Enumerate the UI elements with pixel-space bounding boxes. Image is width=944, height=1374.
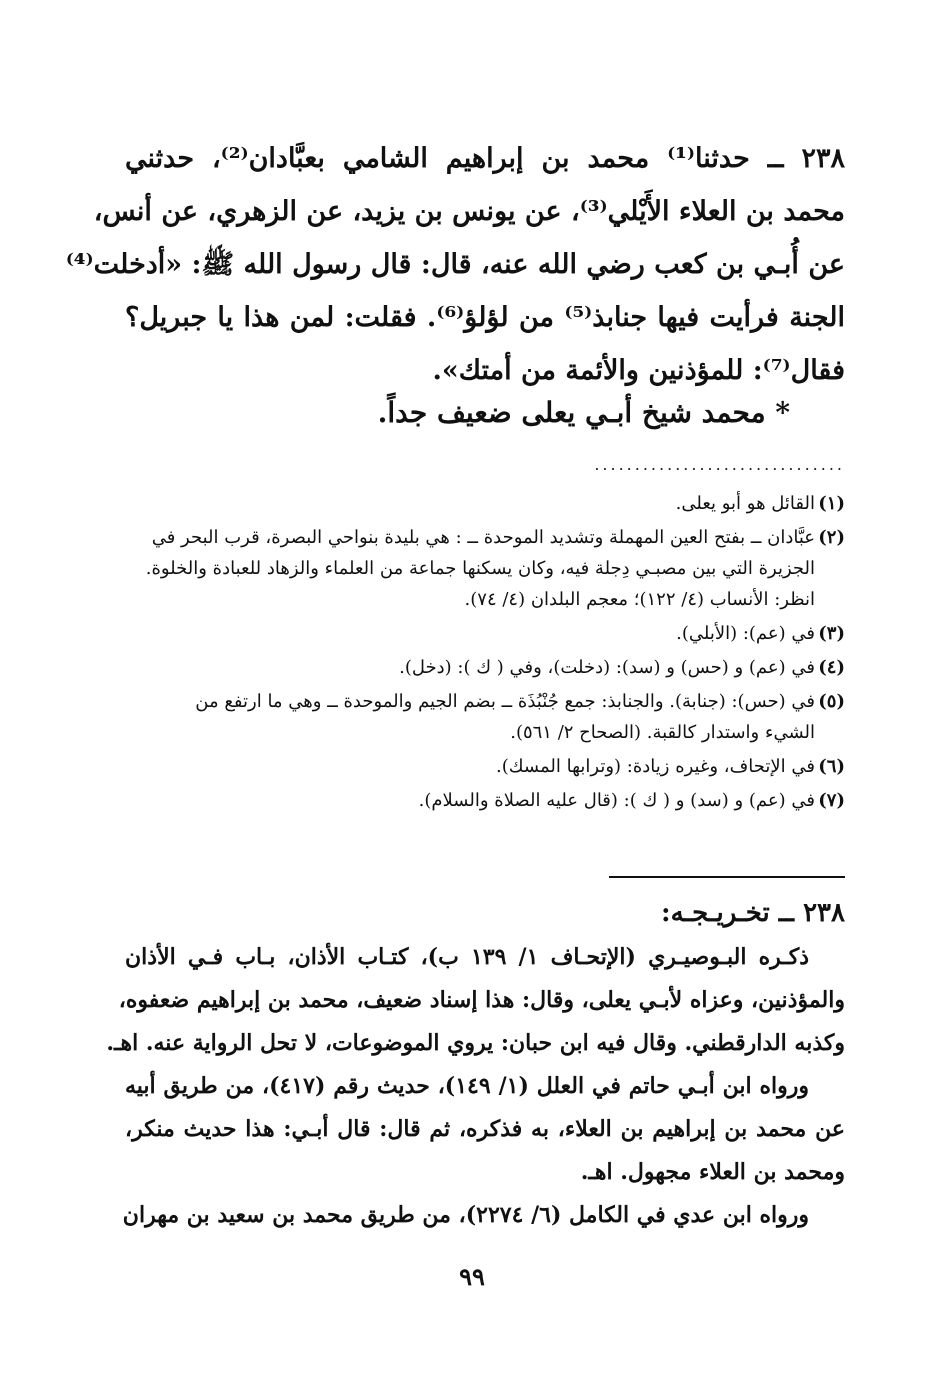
footnote-number: (٧) — [818, 790, 845, 811]
takhrij-line: والمؤذنين، وعزاه لأبـي يعلى، وقال: هذا إسناد ضعيف، محمد بن إبراهيم ضعفوه، — [118, 987, 845, 1013]
book-page — [65, 0, 845, 1374]
footnote-text: القائل هو أبو يعلى. — [675, 493, 815, 514]
page-number: ٩٩ — [459, 1262, 485, 1291]
takhrij-line: ورواه ابن عدي في الكامل (٦/ ٢٢٧٤)، من طريق محمد بن سعيد بن مهران — [122, 1202, 809, 1228]
footnote-number: (٦) — [818, 756, 845, 777]
hadith-line: عن أُبـي بن كعب رضي الله عنه، قال: قال رسول الله ﷺ: «أدخلت⁽⁴⁾ — [65, 249, 845, 280]
takhrij-line: عن محمد بن إبراهيم بن العلاء، به فذكره، ثم قال: قال أبـي: هذا حديث منكر، — [125, 1116, 845, 1142]
takhrij-section — [106, 890, 845, 1237]
footnote-number: (٥) — [818, 691, 845, 712]
takhrij-line: ومحمد بن العلاء مجهول. اهـ. — [580, 1159, 845, 1185]
footnote — [125, 618, 845, 649]
section-divider — [609, 876, 845, 878]
footnote-number: (٢) — [818, 527, 845, 548]
footnote-number: (٣) — [818, 623, 845, 644]
footnote-text: في (عم) و (حس) و (سد): (دخلت)، وفي ( ك ): (دخل). — [399, 657, 815, 678]
takhrij-line: ورواه ابن أبـي حاتم في العلل (١/ ١٤٩)، حديث رقم (٤١٧)، من طريق أبيه — [125, 1073, 809, 1099]
hadith-line: ٢٣٨ ــ حدثنا⁽¹⁾ محمد بن إبراهيم الشامي بعبَّادان⁽²⁾، حدثني — [125, 143, 845, 174]
footnote-text: الجزيرة التي بين مصبـي دِجلة فيه، وكان يسكنها جماعة من العلماء والزهاد للعبادة والخلوة. — [145, 558, 815, 579]
hadith-line: محمد بن العلاء الأَيْلي⁽³⁾، عن يونس بن يزيد، عن الزهري، عن أنس، — [93, 196, 845, 227]
footnote-text: في (عم) و (سد) و ( ك ): (قال عليه الصلاة والسلام). — [418, 790, 815, 811]
takhrij-line: ذكـره البـوصيـري (الإتحـاف ١/ ١٣٩ ب)، كتـاب الأذان، بـاب فـي الأذان — [125, 944, 810, 970]
footnotes — [125, 488, 845, 819]
footnote-text: الشيء واستدار كالقبة. (الصحاح ٢/ ٥٦١). — [510, 722, 815, 743]
footnote — [125, 751, 845, 782]
separator-dots: ............................... — [594, 455, 845, 474]
footnote — [125, 686, 845, 748]
hadith-line: فقال⁽⁷⁾: للمؤذنين والأئمة من أمتك». — [432, 355, 845, 386]
footnote-text: في (عم): (الأبلي). — [676, 623, 815, 644]
footnote-number: (١) — [818, 493, 845, 514]
footnote — [125, 785, 845, 816]
footnote — [125, 652, 845, 683]
footnote-number: (٤) — [818, 657, 845, 678]
footnote — [125, 522, 845, 615]
footnote-text: انظر: الأنساب (٤/ ١٢٢)؛ معجم البلدان (٤/ ٧٤). — [464, 589, 815, 610]
footnote-text: عبَّادان ــ بفتح العين المهملة وتشديد الموحدة ــ : هي بليدة بنواحي البصرة، قرب البحر في — [151, 527, 815, 548]
hadith-text — [65, 132, 845, 397]
takhrij-heading: ٢٣٨ ــ تخـريـجـه: — [660, 898, 845, 928]
hadith-line: الجنة فرأيت فيها جنابذ⁽⁵⁾ من لؤلؤ⁽⁶⁾. فقلت: لمن هذا يا جبريل؟ — [125, 302, 845, 333]
footnote-text: في (حس): (جنابة). والجنابذ: جمع جُنْبُذَة ــ بضم الجيم والموحدة ــ وهي ما ارتفع من — [195, 691, 815, 712]
narrator-note: * محمد شيخ أبـي يعلى ضعيف جداً. — [377, 396, 790, 429]
takhrij-line: وكذبه الدارقطني. وقال فيه ابن حبان: يروي الموضوعات، لا تحل الرواية عنه. اهـ. — [106, 1030, 845, 1056]
footnote-text: في الإتحاف، وغيره زيادة: (وترابها المسك). — [496, 756, 815, 777]
footnote — [125, 488, 845, 519]
